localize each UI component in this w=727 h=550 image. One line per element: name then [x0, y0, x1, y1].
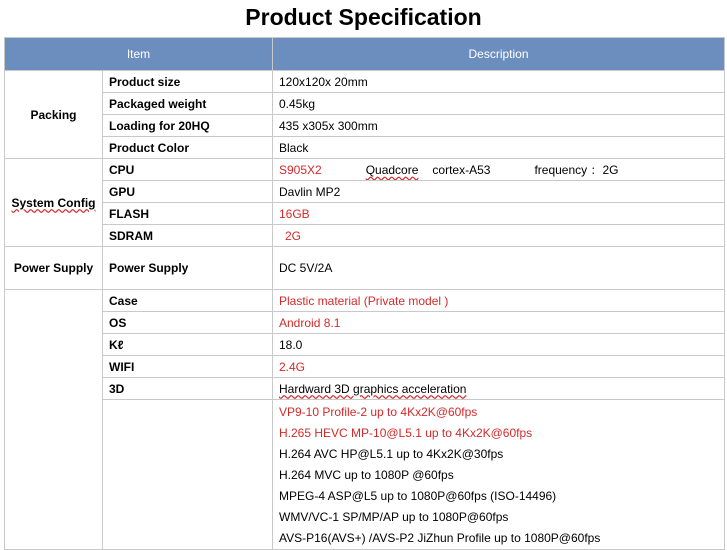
item-value: 2.4G [273, 356, 725, 378]
cpu-arch: cortex-A53 [432, 163, 491, 177]
item-label: 3D [103, 378, 273, 400]
item-label: OS [103, 312, 273, 334]
item-value: Black [273, 137, 725, 159]
item-label: GPU [103, 181, 273, 203]
cpu-cores: Quadcore [365, 163, 419, 177]
group-power-supply: Power Supply [5, 247, 103, 290]
table-row [5, 71, 725, 93]
item-label: Product size [103, 71, 273, 93]
item-label: Kℓ [103, 334, 273, 356]
item-value: 435 x305x 300mm [273, 115, 725, 137]
three-d-value: Hardward 3D graphics acceleration [279, 381, 467, 396]
group-system-config-label: System Config [11, 195, 96, 210]
codec-line: H.265 HEVC MP-10@L5.1 up to 4Kx2K@60fps [279, 426, 533, 440]
table-row [5, 225, 725, 247]
codec-list [273, 400, 725, 550]
table-row [5, 159, 725, 181]
header-item: Item [5, 38, 273, 71]
codec-line: H.264 AVC HP@L5.1 up to 4Kx2K@30fps [279, 447, 504, 461]
codec-line: H.264 MVC up to 1080P @60fps [279, 468, 454, 482]
cpu-chip: S905X2 [279, 163, 322, 177]
item-label: FLASH [103, 203, 273, 225]
item-label: Packaged weight [103, 93, 273, 115]
page-title: Product Specification [245, 4, 482, 30]
table-row [5, 290, 725, 312]
header-description: Description [273, 38, 725, 71]
table-row [5, 356, 725, 378]
spec-table [4, 37, 725, 550]
item-label: Loading for 20HQ [103, 115, 273, 137]
item-label: Power Supply [103, 247, 273, 290]
item-value: 18.0 [273, 334, 725, 356]
group-other [5, 290, 103, 550]
item-label: WIFI [103, 356, 273, 378]
group-packing: Packing [5, 71, 103, 159]
table-row [5, 378, 725, 400]
item-value-cpu [273, 159, 725, 181]
item-value: Davlin MP2 [273, 181, 725, 203]
table-row [5, 400, 725, 550]
table-row [5, 93, 725, 115]
table-row [5, 247, 725, 290]
item-value-3d [273, 378, 725, 400]
item-value: 120x120x 20mm [273, 71, 725, 93]
codec-line: WMV/VC-1 SP/MP/AP up to 1080P@60fps [279, 510, 509, 524]
item-label-empty [103, 400, 273, 550]
table-header-row [5, 38, 725, 71]
item-value: DC 5V/2A [273, 247, 725, 290]
item-label: Product Color [103, 137, 273, 159]
item-value: 0.45kg [273, 93, 725, 115]
table-row [5, 115, 725, 137]
codec-line: AVS-P16(AVS+) /AVS-P2 JiZhun Profile up to 1080P@60fps [279, 531, 601, 545]
item-label: CPU [103, 159, 273, 181]
codec-line: MPEG-4 ASP@L5 up to 1080P@60fps (ISO-14496) [279, 489, 557, 503]
item-value: Plastic material (Private model ) [273, 290, 725, 312]
item-label: Case [103, 290, 273, 312]
item-value: 16GB [273, 203, 725, 225]
table-row [5, 203, 725, 225]
table-row [5, 137, 725, 159]
table-row [5, 334, 725, 356]
table-row [5, 312, 725, 334]
item-value: Android 8.1 [273, 312, 725, 334]
item-label: SDRAM [103, 225, 273, 247]
item-value: 2G [273, 225, 725, 247]
table-row [5, 181, 725, 203]
group-system-config [5, 159, 103, 247]
cpu-frequency: frequency ：2G [534, 163, 619, 177]
codec-line: VP9-10 Profile-2 up to 4Kx2K@60fps [279, 405, 478, 419]
